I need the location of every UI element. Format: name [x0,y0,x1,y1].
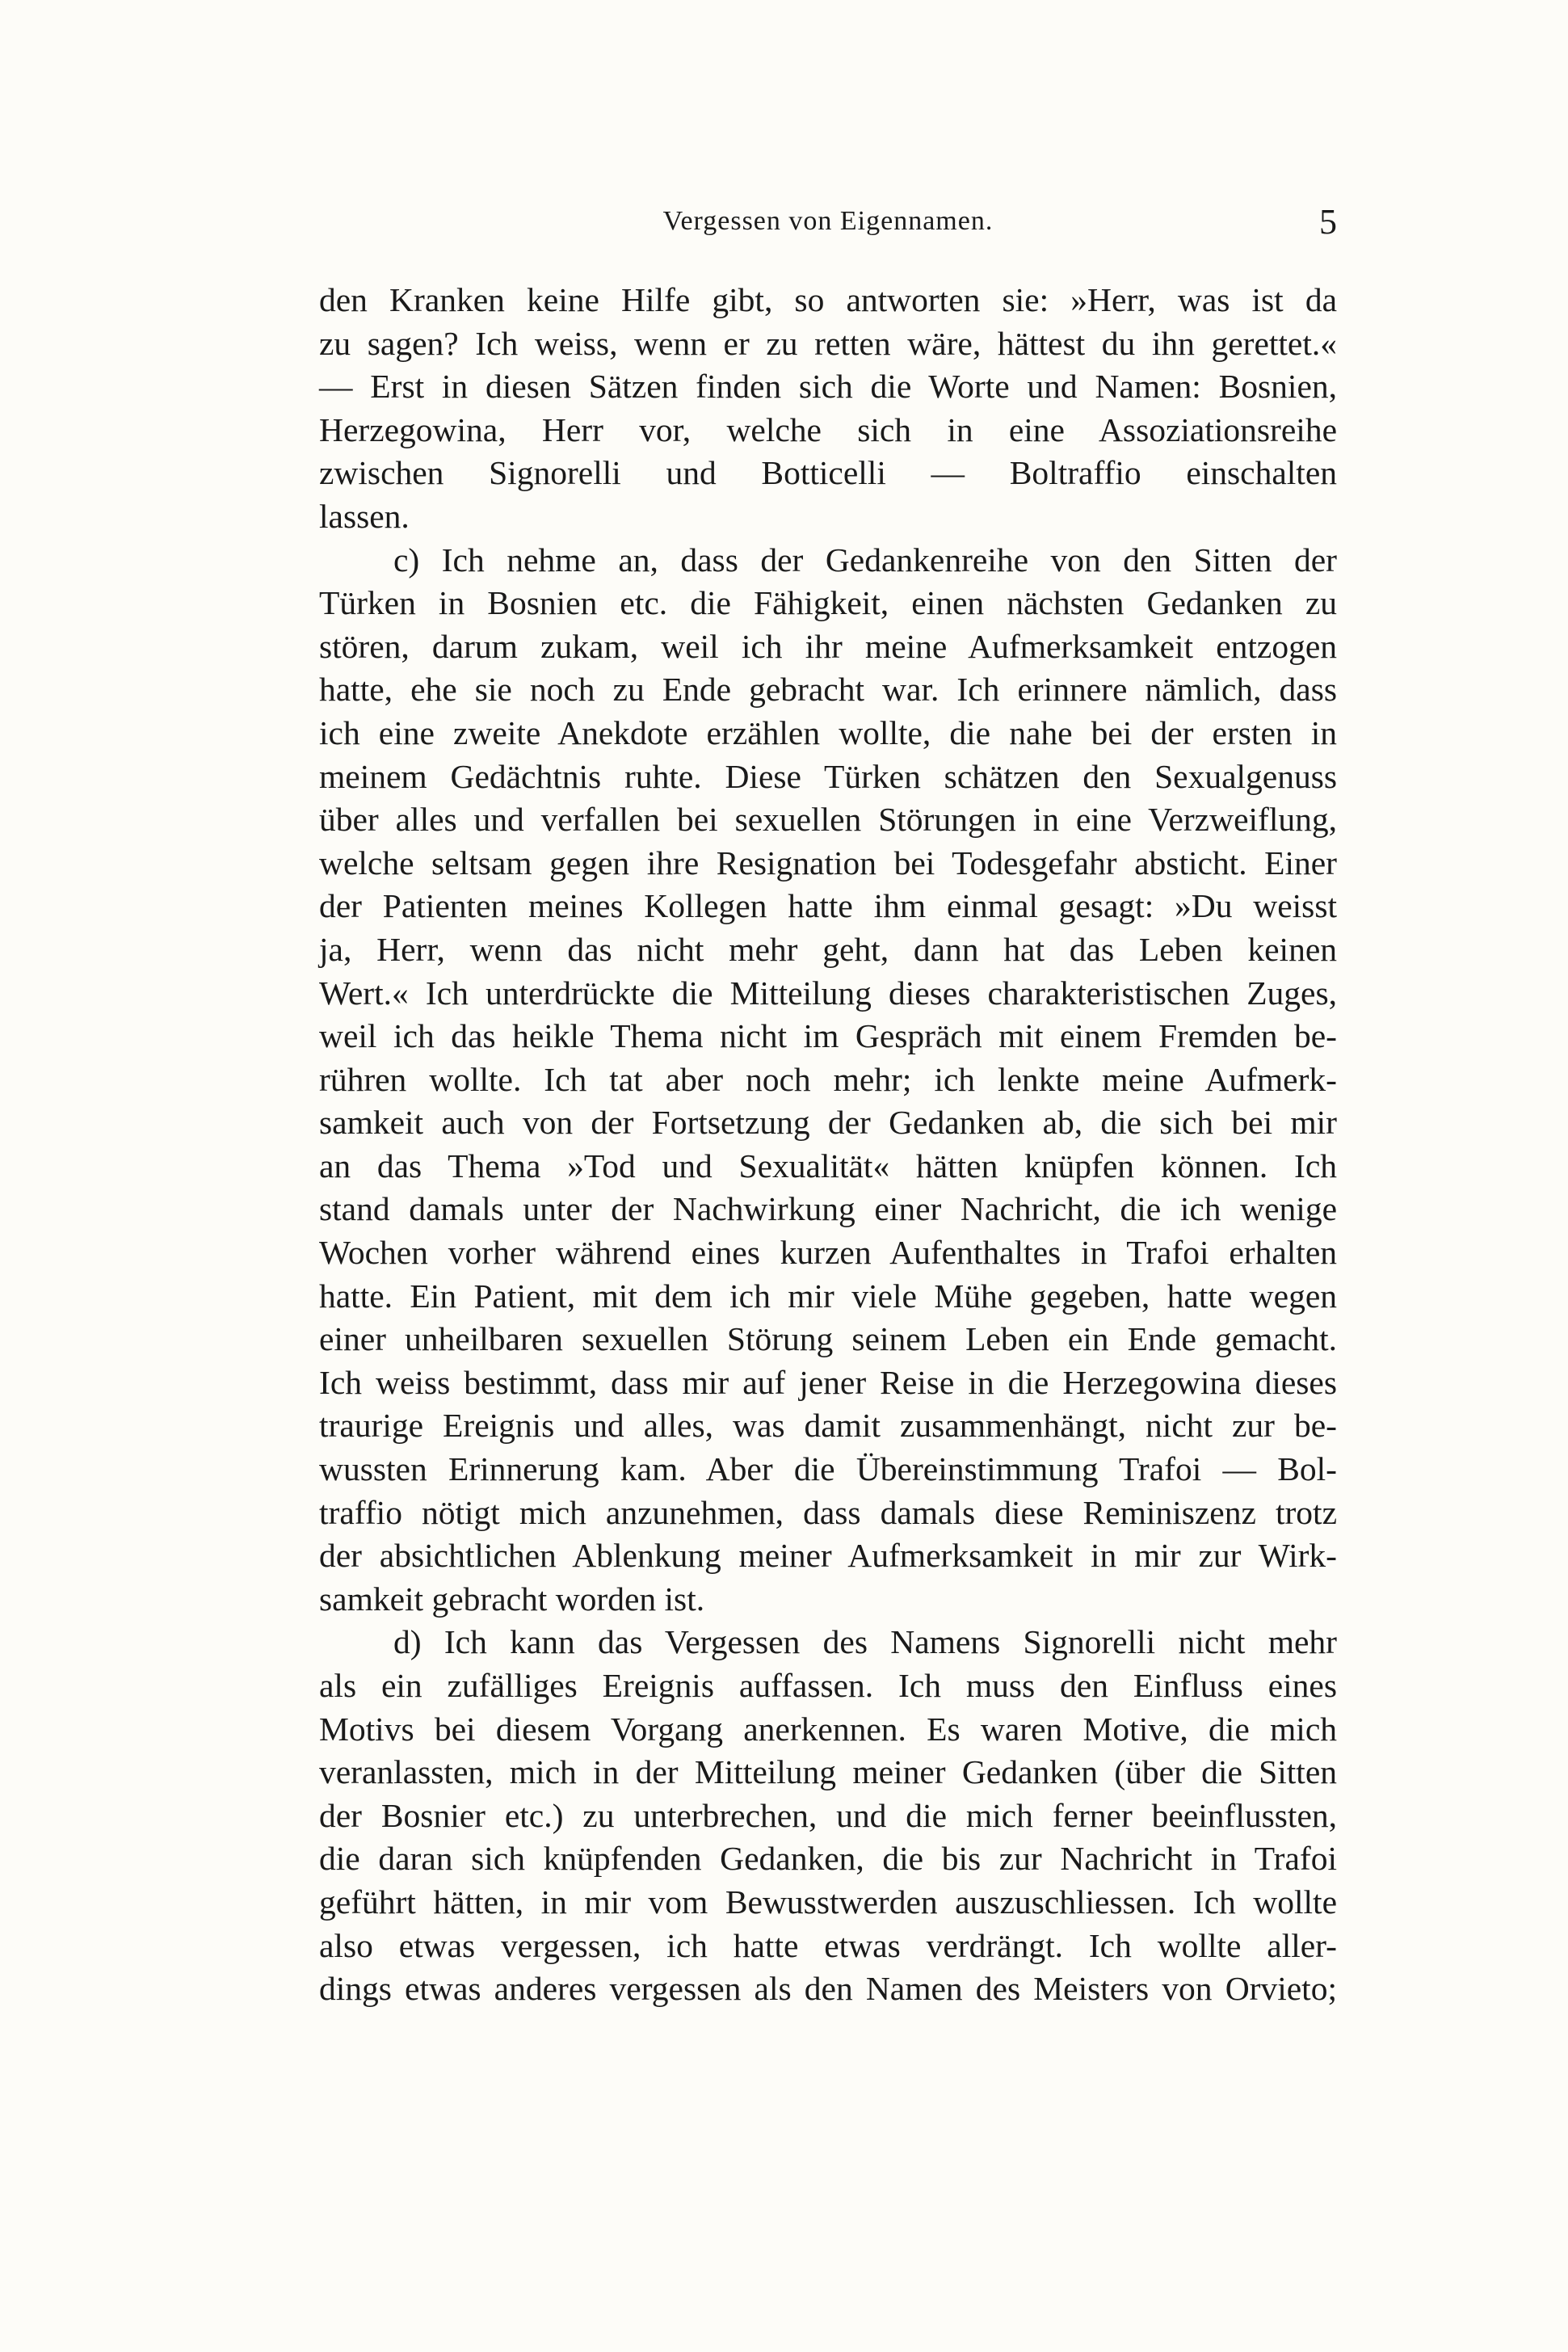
text-line: einer unheilbaren sexuellen Störung seinem Leben ein Ende gemacht. [319,1320,1337,1358]
text-line: veranlassten, mich in der Mitteilung meiner Gedanken (über die Sitten [319,1753,1337,1791]
text-line: Wochen vorher während eines kurzen Aufenthaltes in Trafoi erhalten [319,1234,1337,1272]
text-line: rühren wollte. Ich tat aber noch mehr; ich lenkte meine Aufmerk- [319,1060,1337,1098]
text-line: dings etwas anderes vergessen als den Namen des Meisters von Orvieto; [319,1970,1337,2008]
text-line: Motivs bei diesem Vorgang anerkennen. Es waren Motive, die mich [319,1710,1337,1748]
text-line: die daran sich knüpfenden Gedanken, die bis zur Nachricht in Trafoi [319,1840,1337,1878]
text-line: der absichtlichen Ablenkung meiner Aufmerksamkeit in mir zur Wirk- [319,1537,1337,1575]
text-line: wussten Erinnerung kam. Aber die Übereinstimmung Trafoi — Bol- [319,1450,1337,1488]
text-line: Wert.« Ich unterdrückte die Mitteilung dieses charakteristischen Zuges, [319,974,1337,1012]
text-line: weil ich das heikle Thema nicht im Gespräch mit einem Fremden be- [319,1017,1337,1055]
text-line: welche seltsam gegen ihre Resignation bei Todesgefahr absticht. Einer [319,844,1337,881]
text-line: also etwas vergessen, ich hatte etwas verdrängt. Ich wollte aller- [319,1926,1337,1964]
text-line: d) Ich kann das Vergessen des Namens Signorelli nicht mehr [393,1623,1337,1661]
running-title: Vergessen von Eigennamen. [662,206,994,236]
text-line: über alles und verfallen bei sexuellen Störungen in eine Verzweiflung, [319,801,1337,839]
text-line: der Patienten meines Kollegen hatte ihm einmal gesagt: »Du weisst [319,887,1337,925]
page-number: 5 [1319,202,1337,242]
text-line: zwischen Signorelli und Botticelli — Boltraffio einschalten [319,454,1337,492]
text-line: traurige Ereignis und alles, was damit zusammenhängt, nicht zur be- [319,1407,1337,1445]
text-line: hatte. Ein Patient, mit dem ich mir viele Mühe gegeben, hatte wegen [319,1277,1337,1315]
text-line: geführt hätten, in mir vom Bewusstwerden auszuschliessen. Ich wollte [319,1883,1337,1921]
text-line: — Erst in diesen Sätzen finden sich die Worte und Namen: Bosnien, [319,368,1337,406]
page-header [319,202,1337,255]
text-line: ich eine zweite Anekdote erzählen wollte, die nahe bei der ersten in [319,713,1337,751]
text-line: stand damals unter der Nachwirkung einer Nachricht, die ich wenige [319,1190,1337,1228]
text-line: samkeit auch von der Fortsetzung der Gedanken ab, die sich bei mir [319,1104,1337,1142]
text-line: samkeit gebracht worden ist. [319,1580,705,1618]
text-line: c) Ich nehme an, dass der Gedankenreihe von den Sitten der [393,541,1337,579]
text-line: als ein zufälliges Ereignis auffassen. Ich muss den Einfluss eines [319,1667,1337,1704]
text-line: traffio nötigt mich anzunehmen, dass damals diese Reminiszenz trotz [319,1493,1337,1531]
text-line: stören, darum zukam, weil ich ihr meine Aufmerksamkeit entzogen [319,627,1337,665]
text-line: Ich weiss bestimmt, dass mir auf jener Reise in die Herzegowina dieses [319,1363,1337,1401]
text-line: ja, Herr, wenn das nicht mehr geht, dann hat das Leben keinen [319,930,1337,968]
text-line: an das Thema »Tod und Sexualität« hätten knüpfen können. Ich [319,1147,1337,1184]
text-line: hatte, ehe sie noch zu Ende gebracht war. Ich erinnere nämlich, dass [319,671,1337,709]
text-line: der Bosnier etc.) zu unterbrechen, und die mich ferner beeinflussten, [319,1796,1337,1834]
text-line: den Kranken keine Hilfe gibt, so antworten sie: »Herr, was ist da [319,281,1337,318]
text-line: lassen. [319,497,410,535]
text-line: zu sagen? Ich weiss, wenn er zu retten wäre, hättest du ihn gerettet.« [319,324,1337,362]
body-text [319,279,1337,2011]
text-line: Türken in Bosnien etc. die Fähigkeit, einen nächsten Gedanken zu [319,584,1337,622]
text-line: meinem Gedächtnis ruhte. Diese Türken schätzen den Sexualgenuss [319,757,1337,795]
text-line: Herzegowina, Herr vor, welche sich in eine Assoziationsreihe [319,410,1337,448]
